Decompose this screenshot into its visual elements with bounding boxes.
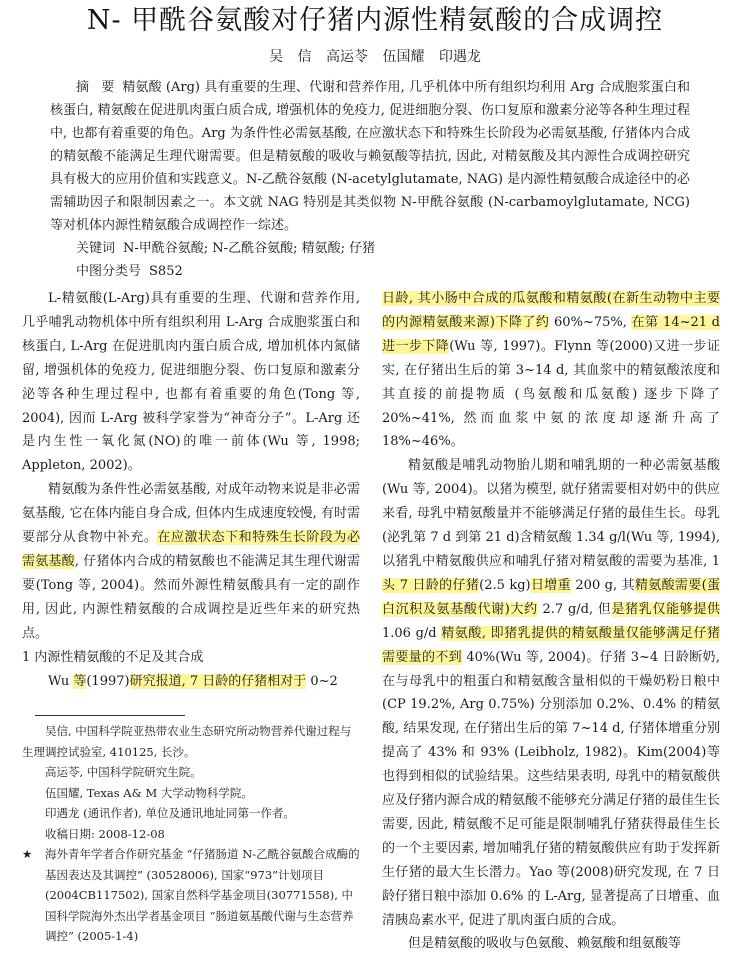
body-text: 60%~75%,	[549, 314, 632, 330]
body-text: 精氨酸是哺乳动物胎儿期和哺乳期的一种必需氨基酸(Wu 等, 2004)。以猪为模型, 就仔猪需要相对奶中的供应来看, 母乳中精氨酸量并不能够满足仔猪的最佳生长。母乳(泌乳第 7 d 到第 21 d)含精氨酸 1.34 g/l(Wu 等, 1994), 以猪乳中精氨酸供应和哺乳仔猪对精氨酸的需要为基准, 1	[382, 458, 720, 569]
body-text: 0~2	[306, 673, 338, 689]
abstract-paragraph	[50, 76, 690, 237]
body-text: , 仔猪体内合成的精氨酸也不能满足其生理代谢需要(Tong 等, 2004)。然而外源性精氨酸具有一定的副作用, 因此, 内源性精氨酸的合成调控是近些年来的研究热点。	[22, 553, 360, 641]
highlighted-text: 头 7 日龄的仔猪	[382, 577, 480, 593]
body-text: 40%(Wu 等, 2004)。仔猪 3~4 日龄断奶, 在与母乳中的粗蛋白和精氨酸含量相似的干燥奶粉日粮中 (CP 19.2%, Arg 0.75%) 分别添加 0.2%、0.4% 的精氨酸, 结果发现, 在仔猪出生后的第 7~14 d, 仔猪体增重分别提高了 43% 和 93% (Leibholz, 1982)。Kim(2004)等也得到相似的试验结果。这些结果表明, 母乳中的精氨酸供应及仔猪内源合成的精氨酸不能够充分满足仔猪的最佳生长需要, 因此, 精氨酸不足可能是限制哺乳仔猪获得最佳生长的一个主要因素, 增加哺乳仔猪的精氨酸供应有助于发挥新生仔猪的最大生长潜力。Yao 等(2008)研究发现, 在 7 日龄仔猪日粮中添加 0.6% 的 L-Arg, 显著提高了日增重、血清胰岛素水平, 促进了肌肉蛋白质的合成。	[382, 649, 721, 928]
keywords-text: N-甲酰谷氨酸; N-乙酰谷氨酸; 精氨酸; 仔猪	[123, 241, 376, 256]
body-paragraph	[22, 478, 360, 645]
body-paragraph: 但是精氨酸的吸收与色氨酸、赖氨酸和组氨酸等	[408, 936, 682, 952]
article-title: N- 甲酰谷氨酸对仔猪内源性精氨酸的合成调控	[86, 5, 664, 36]
star-icon: ★	[22, 847, 33, 861]
author-list: 吴 信 高运苓 伍国耀 印遇龙	[269, 49, 481, 65]
abstract-label: 摘 要	[76, 80, 115, 95]
funding-text: 海外青年学者合作研究基金 “仔猪肠道 N-乙酰谷氨酸合成酶的基因表达及其调控” (30528006), 国家“973”计划项目(2004CB117502), 国家自然科学基金项目(30771558), 中国科学院海外杰出学者基金项目 “肠道氨基酸代谢与生态营养调控” (2005-1-4)	[45, 847, 360, 943]
clc-code: S852	[149, 264, 183, 279]
body-text: (2.5 kg)	[479, 577, 531, 593]
highlighted-text: 研究报道, 7 日龄的仔猪相对于	[129, 673, 307, 689]
footnote-affiliation: 吴信, 中国科学院亚热带农业生态研究所动物营养代谢过程与生理调控试验室, 410125, 长沙。	[22, 724, 352, 759]
body-text: (1997)	[86, 673, 130, 689]
footnote-received-date: 收稿日期: 2008-12-08	[45, 826, 165, 841]
footnote-affiliation: 高运苓, 中国科学院研究生院。	[45, 765, 202, 779]
highlighted-text: 精氨酸需要(蛋白沉积及氨基酸代谢)大约	[382, 577, 720, 617]
body-paragraph: L-精氨酸(L-Arg)具有重要的生理、代谢和营养作用, 几乎哺乳动物机体中所有组织利用 L-Arg 合成胞浆蛋白和核蛋白, L-Arg 在促进肌肉内蛋白质合成, 增加机体内氮储留, 增强机体的免疫力, 促进细胞分裂、伤口复原和激素分泌等各种生理过程中, 也都有着重要的角色(Tong 等, 2004), 因而 L-Arg 被科学家誉为“神奇分子”。L-Arg 还是内生性一氧化氮(NO)的唯一前体(Wu 等, 1998; Appleton, 2002)。	[22, 291, 360, 474]
clc-label: 中图分类号	[76, 264, 142, 279]
abstract-text: 精氨酸 (Arg) 具有重要的生理、代谢和营养作用, 几乎机体中所有组织均利用 Arg 合成胞浆蛋白和核蛋白, 精氨酸在促进肌肉蛋白质合成, 增强机体的免疫力, 促进细胞分裂、伤口复原和激素分泌等各种生理过程中, 也都有着重要的角色。Arg 为条件性必需氨基酸, 在应激状态下和特殊生长阶段为必需氨基酸, 仔猪体内合成的精氨酸不能满足生理代谢需要。但是精氨酸的吸收与赖氨酸等拮抗, 因此, 对精氨酸及其内源性合成调控研究具有极大的应用价值和实践意义。N-乙酰谷氨酸 (N-acetylglutamate, NAG) 是内源性精氨酸合成途径中的必需辅助因子和限制因素之一。本文就 NAG 特别是其类似物 N-甲酰谷氨酸 (N-carbamoylglutamate, NCG) 等对机体内源性精氨酸合成调控作一综述。	[50, 80, 690, 233]
clc-line	[50, 260, 690, 283]
abstract-block	[50, 76, 690, 283]
body-text: 精氨酸为条件性必需氨基酸, 对成年动物来说是非必需氨基酸, 它在体内能自身合成, 但体内生成速度较慢, 有时需要部分从食物中补充。	[22, 482, 360, 546]
footnote-divider	[35, 715, 185, 716]
highlighted-text: 等	[73, 673, 87, 689]
keywords-label: 关键词	[76, 241, 116, 256]
keywords-line	[50, 237, 690, 260]
footnote-affiliation: 伍国耀, Texas A& M 大学动物科学院。	[45, 785, 253, 800]
body-text: 200 g, 其	[570, 577, 635, 593]
body-paragraph	[22, 670, 360, 694]
footnote-funding	[22, 844, 362, 947]
highlighted-text: 是猪乳仅能够提供	[611, 601, 720, 617]
left-column	[22, 287, 360, 693]
footnotes-block	[22, 721, 362, 947]
section-heading: 1 内源性精氨酸的不足及其合成	[22, 649, 204, 665]
highlighted-text: 日增重	[530, 577, 571, 593]
right-column	[382, 287, 720, 956]
body-text: 2.7 g/d, 但	[537, 601, 612, 617]
body-paragraph	[382, 454, 720, 932]
highlighted-text: 在第 14~21 d 进一步下降	[382, 314, 720, 354]
body-text: Wu	[48, 673, 74, 689]
highlighted-text: 在应激状态下和特殊生长阶段为必需氨基酸	[22, 530, 360, 569]
body-text: 1.06 g/d	[382, 625, 442, 641]
body-paragraph	[382, 287, 720, 454]
highlighted-text: 日龄, 其小肠中合成的瓜氨酸和精氨酸(在新生动物中主要的内源精氨酸来源)下降了约	[382, 291, 720, 330]
body-text: (Wu 等, 1997)。Flynn 等(2000)又进一步证实, 在仔猪出生后的第 3~14 d, 其血浆中的精氨酸浓度和其直接的前提物质 (鸟氨酸和瓜氨酸) 逐步下降了 20%~41%, 然而血浆中氨的浓度却逐渐升高了 18%~46%。	[382, 338, 720, 450]
footnote-affiliation: 印遇龙 (通讯作者), 单位及通讯地址同第一作者。	[45, 806, 295, 820]
highlighted-text: 精氨酸, 即猪乳提供的精氨酸量仅能够满足仔猪需要量的不到	[382, 625, 721, 665]
